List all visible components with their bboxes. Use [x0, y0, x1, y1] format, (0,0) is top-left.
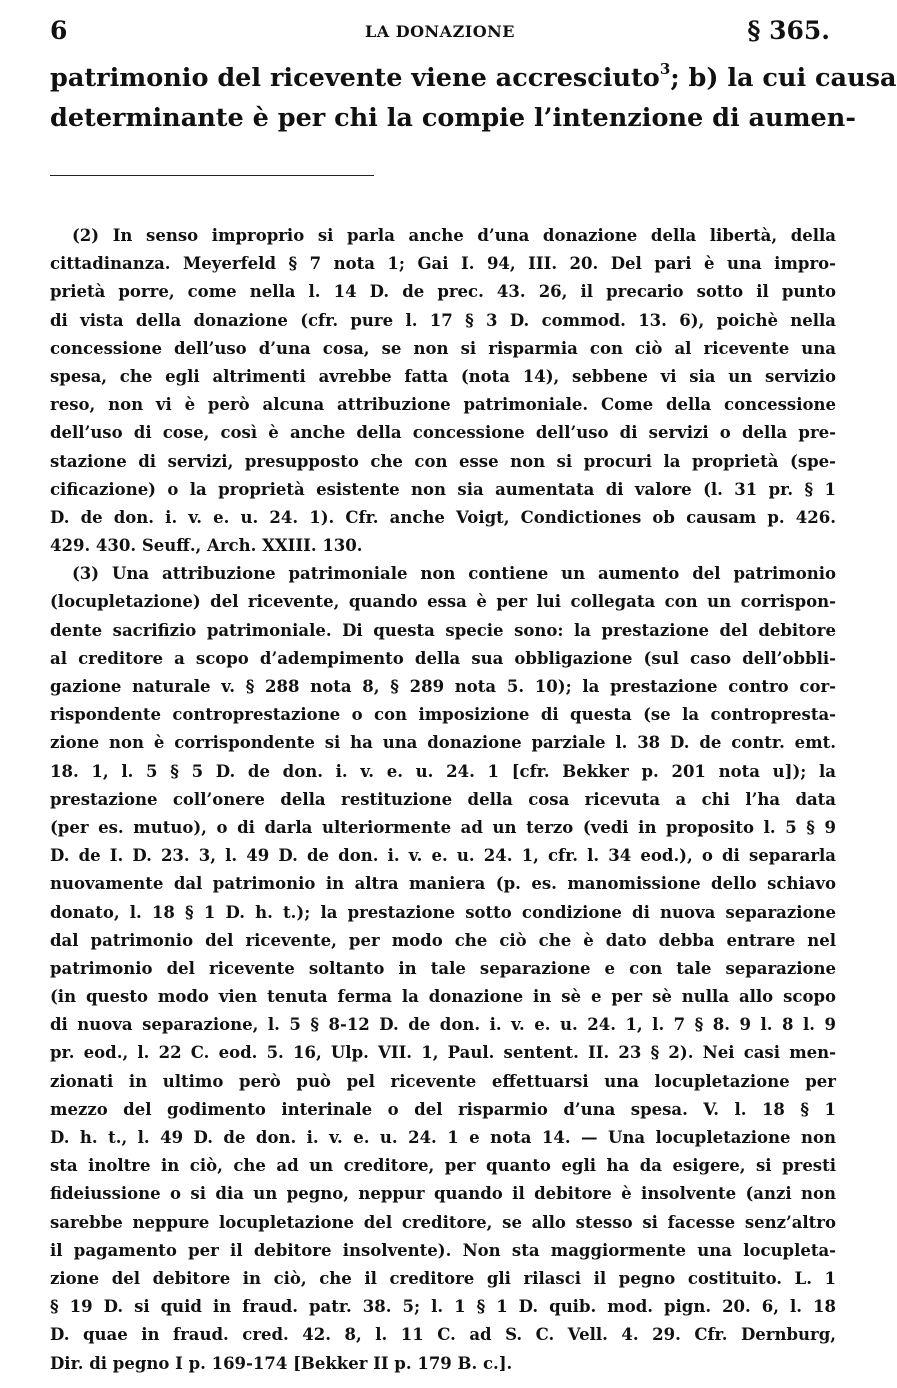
footnote-line: Dir. di pegno I p. 169-174 [Bekker II p. 179 B. c.].: [50, 1353, 513, 1373]
footnote-line: sarebbe neppure locupletazione del creditore, se allo stesso si facesse senz’altro: [50, 1212, 836, 1232]
footnote-line: donato, l. 18 § 1 D. h. t.); la prestazione sotto condizione di nuova separazione: [50, 902, 836, 922]
main-text-line: [50, 58, 897, 98]
footnotes: [50, 222, 836, 1378]
footnote-line: cificazione) o la proprietà esistente non sia aumentata di valore (l. 31 pr. § 1: [50, 479, 836, 499]
footnote-line: mezzo del godimento interinale o del risparmio d’una spesa. V. l. 18 § 1: [50, 1099, 836, 1119]
footnote-line: gazione naturale v. § 288 nota 8, § 289 nota 5. 10); la prestazione contro cor-: [50, 677, 836, 696]
footnote-line: D. quae in fraud. cred. 42. 8, l. 11 C. ad S. C. Vell. 4. 29. Cfr. Dernburg,: [50, 1325, 836, 1345]
footnote-line: (2) In senso improprio si parla anche d’una donazione della libertà, della: [72, 226, 836, 245]
footnote-line: (3) Una attribuzione patrimoniale non contiene un aumento del patrimonio: [72, 564, 836, 584]
footnote-line: dente sacrifizio patrimoniale. Di questa specie sono: la prestazione del debitore: [50, 620, 836, 640]
footnote-line: spesa, che egli altrimenti avrebbe fatta (nota 14), sebbene vi sia un servizio: [50, 366, 836, 386]
footnote-line: prestazione coll’onere della restituzione della cosa ricevuta a chi l’ha data: [50, 789, 836, 809]
footnote-line: § 19 D. si quid in fraud. patr. 38. 5; l. 1 § 1 D. quib. mod. pign. 20. 6, l. 18: [50, 1297, 836, 1317]
footnote-line: dell’uso di cose, così è anche della concessione dell’uso di servizi o della pre-: [50, 423, 836, 443]
footnote-line: di nuova separazione, l. 5 § 8-12 D. de don. i. v. e. u. 24. 1, l. 7 § 8. 9 l. 8 l. 9: [50, 1015, 836, 1035]
footnote-line: 429. 430. Seuff., Arch. XXIII. 130.: [50, 536, 363, 556]
footnote-line: zione non è corrispondente si ha una donazione parziale l. 38 D. de contr. emt.: [50, 733, 836, 753]
main-line-1-end: ; b) la cui causa: [670, 63, 897, 93]
footnote-2: [50, 222, 836, 560]
main-text: [50, 58, 897, 138]
footnote-line: (locupletazione) del ricevente, quando essa è per lui collegata con un corrispon-: [50, 592, 836, 612]
footnote-ref-3: 3: [659, 60, 671, 78]
footnote-line: fideiussione o si dia un pegno, neppur quando il debitore è insolvente (anzi non: [50, 1184, 836, 1204]
footnote-line: di vista della donazione (cfr. pure l. 17 § 3 D. commod. 13. 6), poichè nella: [50, 310, 836, 330]
footnote-line: zionati in ultimo però può pel ricevente effettuarsi una locupletazione per: [50, 1071, 836, 1091]
footnote-line: D. de don. i. v. e. u. 24. 1). Cfr. anche Voigt, Condictiones ob causam p. 426.: [50, 507, 836, 527]
footnote-line: D. de I. D. 23. 3, l. 49 D. de don. i. v. e. u. 24. 1, cfr. l. 34 eod.), o di separarla: [50, 846, 836, 866]
footnote-line: sta inoltre in ciò, che ad un creditore, per quanto egli ha da esigere, si presti: [50, 1156, 836, 1176]
running-title: LA DONAZIONE: [364, 22, 515, 41]
footnote-line: cittadinanza. Meyerfeld § 7 nota 1; Gai I. 94, III. 20. Del pari è una impro-: [50, 254, 836, 274]
footnote-line: concessione dell’uso d’una cosa, se non si risparmia con ciò al ricevente una: [50, 338, 836, 358]
footnote-line: dal patrimonio del ricevente, per modo che ciò che è dato debba entrare nel: [50, 930, 836, 950]
main-text-line: determinante è per chi la compie l’intenzione di aumen-: [50, 103, 856, 133]
footnote-line: stazione di servizi, presupposto che con esse non si procuri la proprietà (spe-: [50, 451, 836, 471]
footnote-line: al creditore a scopo d’adempimento della sua obbligazione (sul caso dell’obbli-: [50, 648, 836, 668]
footnote-3: [50, 560, 836, 1377]
footnote-line: patrimonio del ricevente soltanto in tale separazione e con tale separazione: [50, 958, 836, 978]
section-number: § 365.: [747, 16, 830, 45]
footnote-separator: [50, 175, 374, 176]
footnote-line: D. h. t., l. 49 D. de don. i. v. e. u. 24. 1 e nota 14. — Una locupletazione non: [50, 1128, 836, 1147]
footnote-line: (in questo modo vien tenuta ferma la donazione in sè e per sè nulla allo scopo: [50, 987, 836, 1007]
footnote-line: pr. eod., l. 22 C. eod. 5. 16, Ulp. VII. 1, Paul. sentent. II. 23 § 2). Nei casi men-: [50, 1043, 836, 1063]
footnote-line: zione del debitore in ciò, che il creditore gli rilasci il pegno costituito. L. 1: [50, 1268, 836, 1288]
footnote-line: prietà porre, come nella l. 14 D. de prec. 43. 26, il precario sotto il punto: [50, 282, 836, 302]
footnote-line: reso, non vi è però alcuna attribuzione patrimoniale. Come della concessione: [50, 395, 836, 415]
running-header: [50, 14, 830, 48]
footnote-line: 18. 1, l. 5 § 5 D. de don. i. v. e. u. 24. 1 [cfr. Bekker p. 201 nota u]); la: [50, 761, 836, 781]
footnote-line: il pagamento per il debitore insolvente). Non sta maggiormente una locupleta-: [50, 1240, 836, 1260]
main-line-1-start: patrimonio del ricevente viene accresciuto: [50, 63, 660, 93]
page-number: 6: [50, 16, 68, 45]
footnote-line: rispondente controprestazione o con imposizione di questa (se la contropresta-: [50, 705, 836, 725]
footnote-line: (per es. mutuo), o di darla ulteriormente ad un terzo (vedi in proposito l. 5 § 9: [50, 817, 836, 837]
footnote-line: nuovamente dal patrimonio in altra maniera (p. es. manomissione dello schiavo: [50, 874, 836, 894]
